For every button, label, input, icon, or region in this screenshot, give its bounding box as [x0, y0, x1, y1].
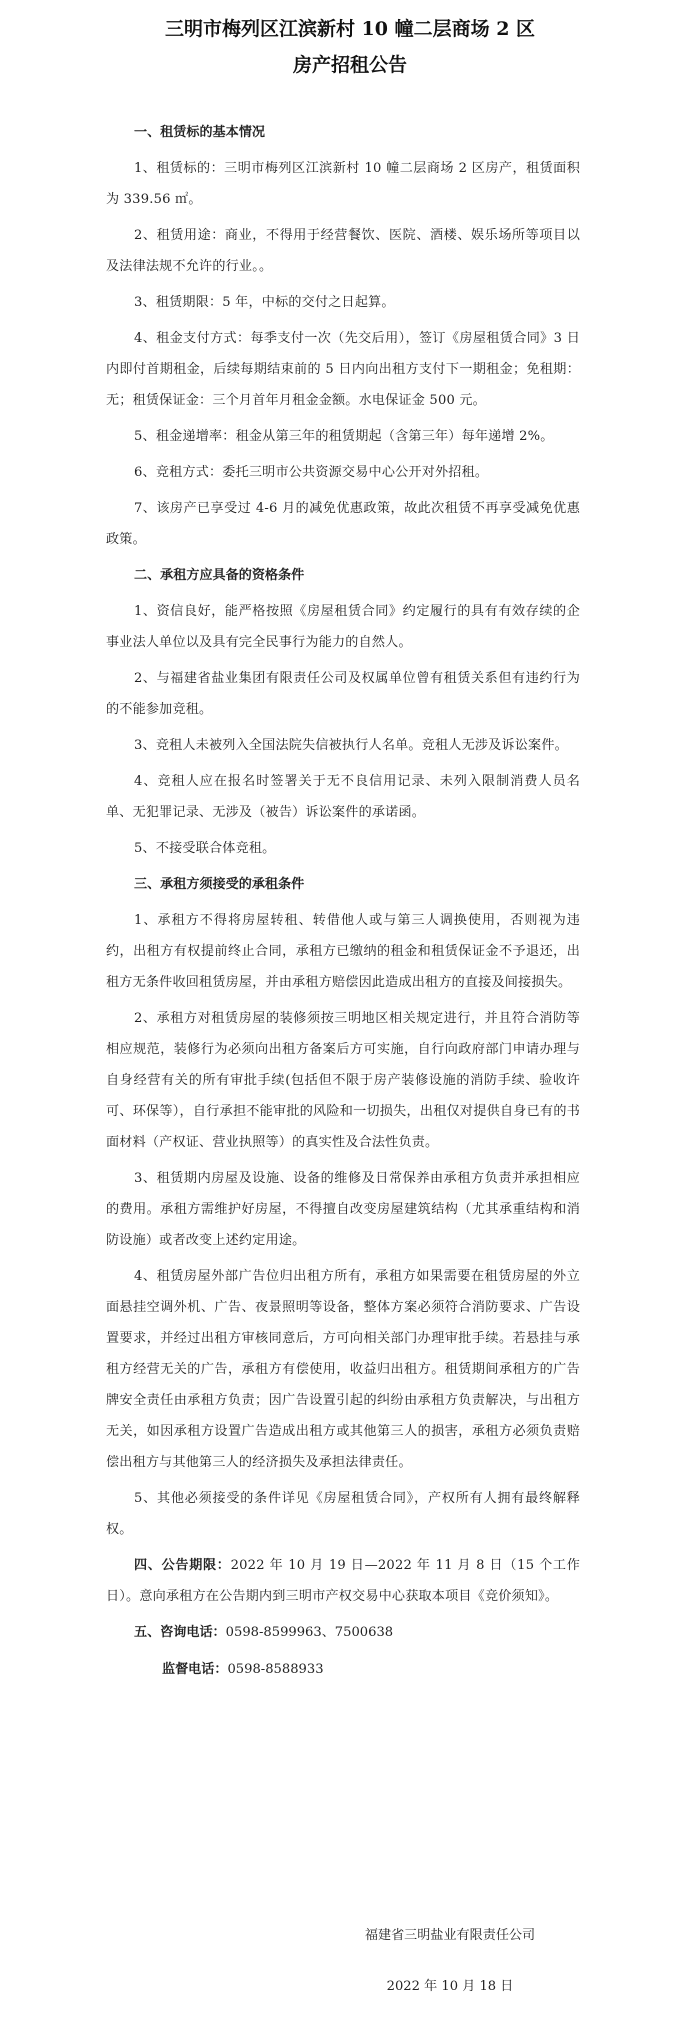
section-2-item-3: 3、竞租人未被列入全国法院失信被执行人名单。竞租人无涉及诉讼案件。	[134, 738, 568, 753]
section-2-item-5: 5、不接受联合体竞租。	[134, 841, 276, 856]
announcement-body	[106, 112, 580, 1691]
section-1-item-4: 4、租金支付方式：每季支付一次（先交后用），签订《房屋租赁合同》3 日内即付首期租金，后续每期结束前的 5 日内向出租方支付下一期租金；免租期：无；租赁保证金：三个月首年月租金金额。水电保证金 500 元。	[106, 331, 580, 408]
section-2-item-2: 2、与福建省盐业集团有限责任公司及权属单位曾有租赁关系但有违约行为的不能参加竞租。	[106, 671, 580, 717]
supervise-phone	[106, 1654, 580, 1685]
section-3-item-2: 2、承租方对租赁房屋的装修须按三明地区相关规定进行，并且符合消防等相应规范，装修行为必须向出租方备案后方可实施，自行向政府部门申请办理与自身经营有关的所有审批手续(包括但不限于房产装修设施的消防手续、验收许可、环保等），自行承担不能审批的风险和一切损失，出租仅对提供自身已有的书面材料（产权证、营业执照等）的真实性及合法性负责。	[106, 1011, 580, 1150]
section-5-consult-phone	[106, 1617, 580, 1648]
title-line-2: 房产招租公告	[292, 54, 407, 76]
section-2-item-4: 4、竞租人应在报名时签署关于无不良信用记录、未列入限制消费人员名单、无犯罪记录、无涉及（被告）诉讼案件的承诺函。	[106, 774, 580, 820]
section-2-heading: 二、承租方应具备的资格条件	[134, 568, 305, 583]
section-3-item-3: 3、租赁期内房屋及设施、设备的维修及日常保养由承租方负责并承担相应的费用。承租方需维护好房屋，不得擅自改变房屋建筑结构（尤其承重结构和消防设施）或者改变上述约定用途。	[106, 1171, 580, 1248]
section-1-item-2: 2、租赁用途：商业，不得用于经营餐饮、医院、酒楼、娱乐场所等项目以及法律法规不允许的行业。。	[106, 228, 580, 274]
section-5-text: 0598-8599963、7500638	[225, 1625, 394, 1640]
section-4-notice-period	[106, 1550, 580, 1612]
section-4-label: 四、公告期限：	[134, 1558, 231, 1573]
section-5-label: 五、咨询电话：	[134, 1625, 226, 1640]
section-1-heading: 一、租赁标的基本情况	[134, 125, 265, 140]
signature-company: 福建省三明盐业有限责任公司	[364, 1928, 536, 1943]
section-3-item-1: 1、承租方不得将房屋转租、转借他人或与第三人调换使用，否则视为违约，出租方有权提前终止合同，承租方已缴纳的租金和租赁保证金不予退还，出租方无条件收回租赁房屋，并由承租方赔偿因此造成出租方的直接及间接损失。	[106, 913, 580, 990]
section-3-item-5: 5、其他必须接受的条件详见《房屋租赁合同》，产权所有人拥有最终解释权。	[106, 1491, 580, 1537]
signature-date: 2022 年 10 月 18 日	[386, 1979, 514, 1994]
section-3-item-4: 4、租赁房屋外部广告位归出租方所有，承租方如果需要在租赁房屋的外立面悬挂空调外机、广告、夜景照明等设备，整体方案必须符合消防要求、广告设置要求，并经过出租方审核同意后，方可向相关部门办理审批手续。若悬挂与承租方经营无关的广告，承租方有偿使用，收益归出租方。租赁期间承租方的广告牌安全责任由承租方负责；因广告设置引起的纠纷由承租方负责解决，与出租方无关，如因承租方设置广告造成出租方或其他第三人的损害，承租方必须负责赔偿出租方与其他第三人的经济损失及承担法律责任。	[106, 1269, 580, 1470]
title-line-1: 三明市梅列区江滨新村 10 幢二层商场 2 区	[164, 18, 536, 40]
section-1-item-6: 6、竞租方式：委托三明市公共资源交易中心公开对外招租。	[134, 465, 489, 480]
section-1-item-5: 5、租金递增率：租金从第三年的租赁期起（含第三年）每年递增 2%。	[134, 429, 554, 444]
section-2-item-1: 1、资信良好，能严格按照《房屋租赁合同》约定履行的具有有效存续的企事业法人单位以及具有完全民事行为能力的自然人。	[106, 604, 580, 650]
section-3-heading: 三、承租方须接受的承租条件	[134, 877, 305, 892]
section-4-text: 2022 年 10 月 19 日—2022 年 11 月 8 日（15 个工作日）。意向承租方在公告期内到三明市产权交易中心获取本项目《竞价须知》。	[106, 1558, 580, 1604]
supervise-text: 0598-8588933	[227, 1662, 324, 1677]
section-1-item-3: 3、租赁期限：5 年，中标的交付之日起算。	[134, 295, 395, 310]
section-1-item-7: 7、该房产已享受过 4-6 月的减免优惠政策，故此次租赁不再享受减免优惠政策。	[106, 501, 580, 547]
section-1-item-1: 1、租赁标的：三明市梅列区江滨新村 10 幢二层商场 2 区房产，租赁面积为 339.56 ㎡。	[106, 161, 580, 207]
supervise-label: 监督电话：	[162, 1662, 228, 1677]
